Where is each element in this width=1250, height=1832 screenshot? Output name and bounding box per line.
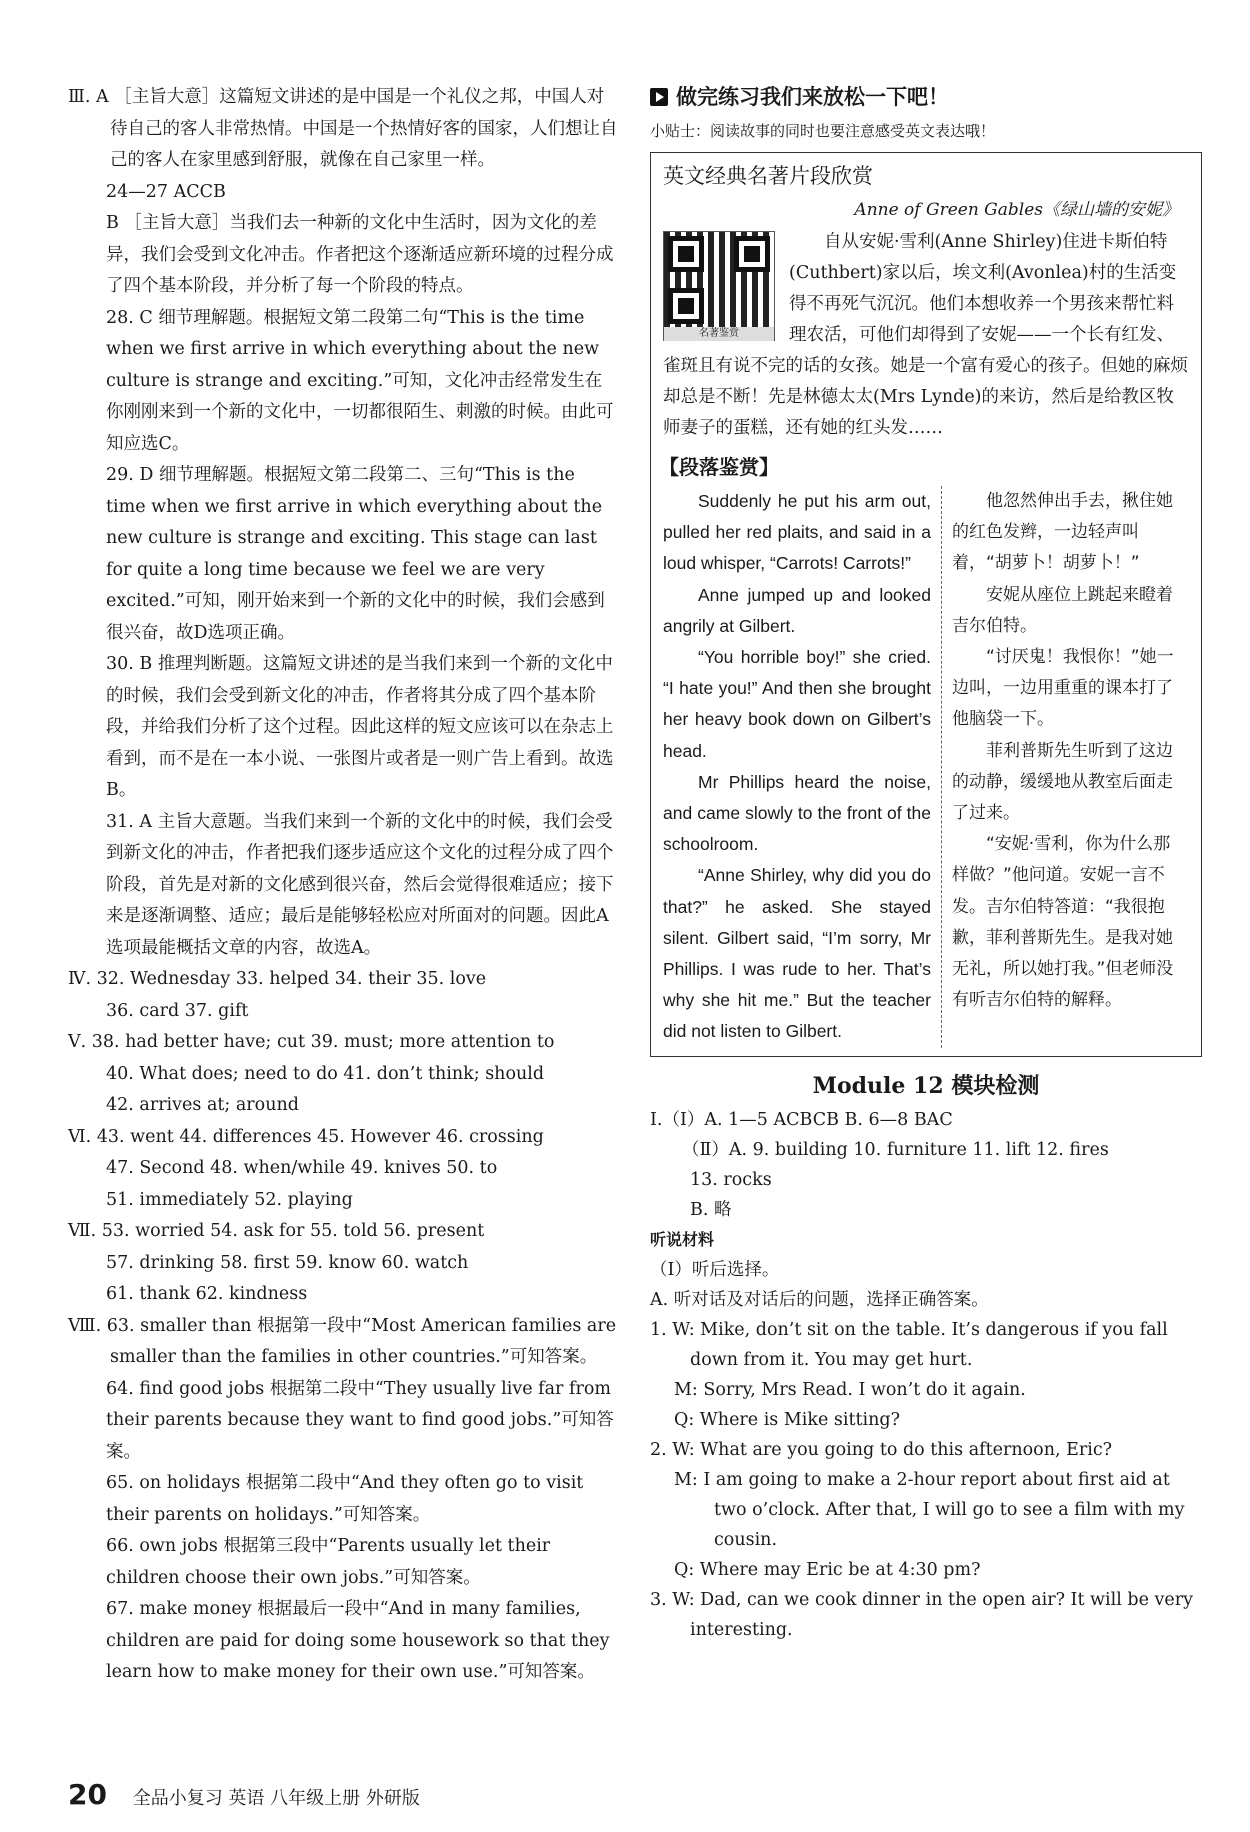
dialogue-2-w: 2. W: What are you going to do this afternoon, Eric?: [650, 1439, 1113, 1460]
section-title: 【段落鉴赏】: [659, 455, 779, 479]
answer-v-line-1: Ⅴ. 38. had better have; cut 39. must; more attention to: [68, 1032, 555, 1052]
qr-code-icon[interactable]: [663, 231, 775, 341]
answer-28: 28. C 细节理解题。根据短文第二段第二句“This is the time when we first arrive in which everything about the new culture is strange and exciting.”可知，文化冲击经常发生在你刚刚来到一个新的文化中，一切都很陌生、刺激的时候。由此可知应选C。: [106, 307, 614, 454]
zh-paragraph: “讨厌鬼！我恨你！”她一边叫，一边用重重的课本打了他脑袋一下。: [952, 647, 1174, 730]
en-paragraph: “You horrible boy!” she cried. “I hate you!” And then she brought her heavy book down on Gilbert’s head.: [663, 647, 931, 761]
en-paragraph: Anne jumped up and looked angrily at Gilbert.: [663, 584, 931, 636]
answer-key-left-column: [68, 82, 618, 1689]
answer-iv-line-1: Ⅳ. 32. Wednesday 33. helped 34. their 35. love: [68, 969, 487, 989]
book-series: 全品小复习 英语 八年级上册 外研版: [132, 1788, 420, 1809]
answer-66: 66. own jobs 根据第三段中“Parents usually let their children choose their own jobs.”可知答案。: [106, 1536, 551, 1588]
answer-vii-line-1: Ⅶ. 53. worried 54. ask for 55. told 56. present: [68, 1221, 485, 1241]
zh-paragraph: “安妮·雪利，你为什么那样做？”他问道。安妮一言不发。吉尔伯特答道：“我很抱歉，菲利普斯先生。是我对她无礼，所以她打我。”但老师没有听吉尔伯特的解释。: [952, 834, 1174, 1011]
en-paragraph: Mr Phillips heard the noise, and came slowly to the front of the schoolroom.: [663, 771, 931, 855]
en-paragraph: “Anne Shirley, why did you do that?” he asked. She stayed silent. Gilbert said, “I’m sorry, Mr Phillips. I was rude to her. That’s why she hit me.” But the teacher did not listen to Gilbert.: [663, 865, 931, 1042]
answer-63: Ⅷ. 63. smaller than 根据第一段中“Most American families are smaller than the families in other countries.”可知答案。: [68, 1315, 617, 1367]
answer-vii-line-3: 61. thank 62. kindness: [106, 1284, 308, 1304]
box-title: 英文经典名著片段欣赏: [663, 164, 873, 188]
answer-64: 64. find good jobs 根据第二段中“They usually live far from their parents because they want to find good jobs.”可知答案。: [106, 1378, 614, 1462]
page-footer: [68, 1778, 420, 1811]
answer-31: 31. A 主旨大意题。当我们来到一个新的文化中的时候，我们会受到新文化的冲击，作者把我们逐步适应这个文化的过程分成了四个阶段，首先是对新的文化感到很兴奋，然后会觉得很难适应；接下来是逐渐调整、适应；最后是能够轻松应对所面对的问题。因此A选项最能概括文章的内容，故选A。: [106, 811, 614, 958]
answer-iv-line-2: 36. card 37. gift: [106, 1000, 249, 1021]
listening-title: 听说材料: [650, 1229, 715, 1249]
answer-v-line-3: 42. arrives at; around: [106, 1095, 299, 1115]
answer-vii-line-2: 57. drinking 58. first 59. know 60. watch: [106, 1252, 469, 1273]
bilingual-passage: [663, 486, 1189, 1048]
answer-24-27: 24—27 ACCB: [106, 181, 226, 202]
tip-text: 小贴士：阅读故事的同时也要注意感受英文表达哦！: [650, 122, 996, 140]
story-intro: 自从安妮·雪利(Anne Shirley)住进卡斯伯特(Cuthbert)家以后，埃文利(Avonlea)村的生活变得不再死气沉沉。他们本想收养一个男孩来帮忙料理农活，可他们却得到了安妮——一个长有红发、雀斑且有说不完的话的女孩。她是一个富有爱心的孩子。但她的麻烦却总是不断！先是林德太太(Mrs Lynde)的来访，然后是给教区牧师妻子的蛋糕，还有她的红头发……: [663, 232, 1188, 438]
zh-paragraph: 安妮从座位上跳起来瞪着吉尔伯特。: [952, 584, 1173, 636]
en-paragraph: Suddenly he put his arm out, pulled her red plaits, and said in a loud whisper, “Carrots! Carrots!”: [663, 491, 931, 574]
zh-paragraph: 他忽然伸出手去，揪住她的红色发辫，一边轻声叫着，“胡萝卜！胡萝卜！”: [952, 491, 1173, 574]
book-title: Anne of Green Gables《绿山墙的安妮》: [854, 200, 1179, 220]
dialogue-1-q: Q: Where is Mike sitting?: [674, 1409, 900, 1430]
module-answer-1: Ⅰ.（Ⅰ）A. 1—5 ACBCB B. 6—8 BAC: [650, 1109, 953, 1130]
module-answer-4: B. 略: [690, 1199, 732, 1220]
classic-reading-box: [650, 152, 1202, 1057]
answer-29: 29. D 细节理解题。根据短文第二段第二、三句“This is the time when we first arrive in which everything about the new culture is strange and exciting. This stage can last for quite a long time because we feel we are very excited.”可知，刚开始来到一个新的文化中的时候，我们会感到很兴奋，故D选项正确。: [106, 465, 605, 643]
module-title: Module 12 模块检测: [812, 1072, 1040, 1099]
answer-v-line-2: 40. What does; need to do 41. don’t think; should: [106, 1063, 545, 1084]
qr-caption: 名著鉴赏: [664, 327, 774, 341]
dialogue-1-w: 1. W: Mike, don’t sit on the table. It’s dangerous if you fall down from it. You may get hurt.: [650, 1319, 1168, 1370]
answer-65: 65. on holidays 根据第二段中“And they often go to visit their parents on holidays.”可知答案。: [106, 1473, 584, 1525]
answer-30: 30. B 推理判断题。这篇短文讲述的是当我们来到一个新的文化中的时候，我们会受到新文化的冲击，作者将其分成了四个基本阶段，并给我们分析了这个过程。因此这样的短文应该可以在杂志上看到，而不是在一本小说、一张图片或者是一则广告上看到。故选B。: [106, 654, 614, 800]
dialogue-1-m: M: Sorry, Mrs Read. I won’t do it again.: [674, 1379, 1026, 1400]
chinese-passage: [952, 486, 1184, 1048]
module-answer-3: 13. rocks: [690, 1169, 772, 1190]
relax-heading: [650, 82, 1202, 112]
relax-title-text: 做完练习我们来放松一下吧！: [676, 85, 949, 109]
listening-part-1: （Ⅰ）听后选择。: [650, 1259, 780, 1280]
answer-vi-line-3: 51. immediately 52. playing: [106, 1189, 353, 1210]
english-passage: [663, 486, 942, 1048]
dialogue-2-m: M: I am going to make a 2-hour report about first aid at two o’clock. After that, I will go to see a film with my cousin.: [674, 1469, 1185, 1550]
answer-vi-line-2: 47. Second 48. when/while 49. knives 50. to: [106, 1158, 498, 1178]
dialogue-3-w: 3. W: Dad, can we cook dinner in the open air? It will be very interesting.: [650, 1589, 1193, 1640]
listening-instruction: A. 听对话及对话后的问题，选择正确答案。: [650, 1289, 989, 1310]
dialogue-2-q: Q: Where may Eric be at 4:30 pm?: [674, 1559, 981, 1580]
right-column: [650, 82, 1202, 1645]
answer-iii-b: B ［主旨大意］当我们去一种新的文化中生活时，因为文化的差异，我们会受到文化冲击。作者把这个逐渐适应新环境的过程分成了四个基本阶段，并分析了每一个阶段的特点。: [106, 213, 614, 296]
play-icon: [650, 88, 668, 106]
answer-vi-line-1: Ⅵ. 43. went 44. differences 45. However 46. crossing: [68, 1126, 544, 1147]
answer-67: 67. make money 根据最后一段中“And in many families, children are paid for doing some housework so that they learn how to make money for their own use.”可知答案。: [106, 1599, 610, 1682]
zh-paragraph: 菲利普斯先生听到了这边的动静，缓缓地从教室后面走了过来。: [952, 740, 1173, 824]
page-number: 20: [68, 1778, 107, 1811]
module-answer-2: （Ⅱ）A. 9. building 10. furniture 11. lift 12. fires: [682, 1139, 1109, 1160]
answer-iii-a: Ⅲ. A ［主旨大意］这篇短文讲述的是中国是一个礼仪之邦，中国人对待自己的客人非常热情。中国是一个热情好客的国家，人们想让自己的客人在家里感到舒服，就像在自己家里一样。: [68, 87, 618, 170]
